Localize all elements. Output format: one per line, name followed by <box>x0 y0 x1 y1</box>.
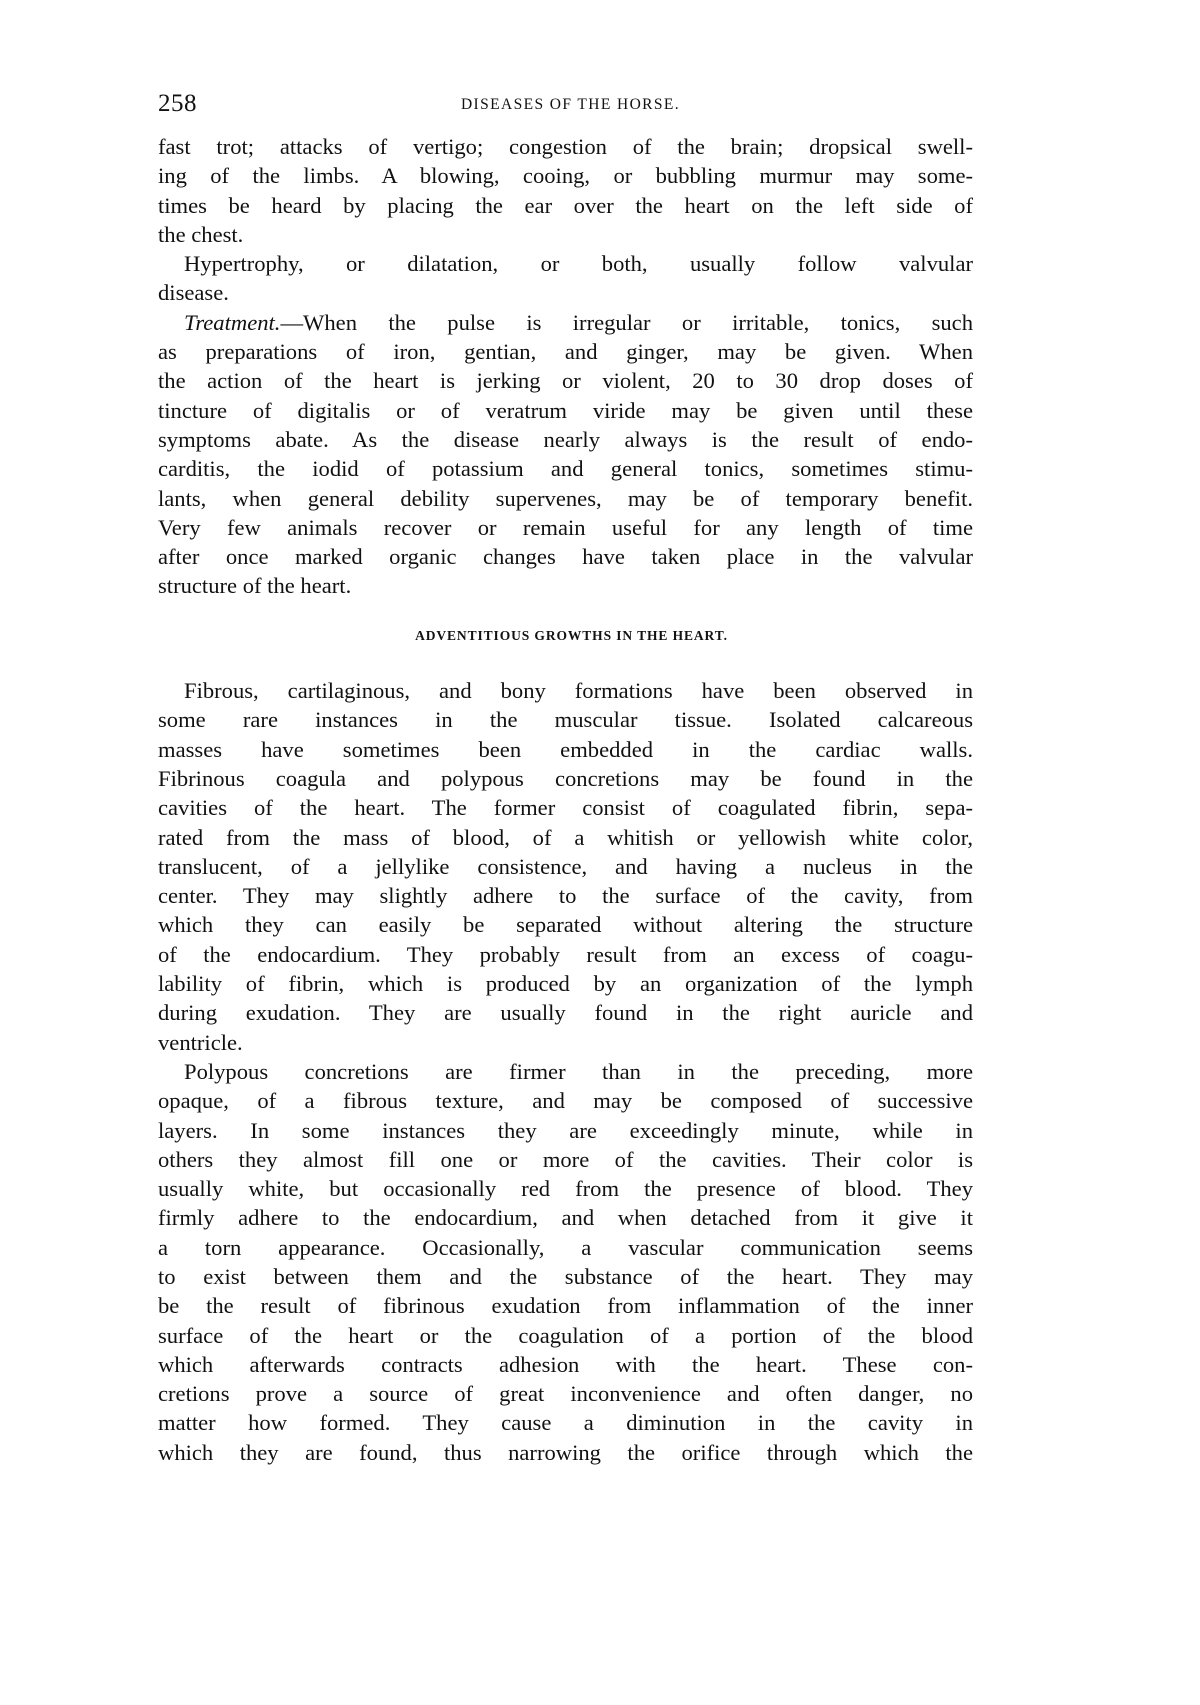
paragraph-polypous-concretions <box>158 1057 973 1467</box>
text-line: surface of the heart or the coagulation of a portion of the blood <box>158 1322 973 1348</box>
paragraph-fibrous-formations <box>158 676 973 1057</box>
text-line: to exist between them and the substance of the heart. They may <box>158 1263 973 1289</box>
body-text <box>158 132 973 1467</box>
text-line: times be heard by placing the ear over the heart on the left side of <box>158 192 973 218</box>
text-line: opaque, of a fibrous texture, and may be composed of successive <box>158 1088 973 1114</box>
page-number: 258 <box>158 90 197 117</box>
text-line: during exudation. They are usually found in the right auricle and <box>158 1000 973 1026</box>
text-line: Fibrinous coagula and polypous concretions may be found in the <box>158 765 973 791</box>
text-line: Hypertrophy, or dilatation, or both, usually follow valvular <box>184 251 973 277</box>
text-line: masses have sometimes been embedded in the cardiac walls. <box>158 736 973 762</box>
paragraph-treatment <box>158 308 973 601</box>
text-line: lability of fibrin, which is produced by an organization of the lymph <box>158 971 973 997</box>
text-line: matter how formed. They cause a diminution in the cavity in <box>158 1410 973 1436</box>
text-line: carditis, the iodid of potassium and general tonics, sometimes stimu- <box>158 456 973 482</box>
text-line: the action of the heart is jerking or violent, 20 to 30 drop doses of <box>158 368 973 394</box>
treatment-lead: Treatment. <box>184 309 281 335</box>
text-line: ventricle. <box>158 1029 243 1055</box>
paragraph-symptoms-continued <box>158 132 973 249</box>
text-line: center. They may slightly adhere to the surface of the cavity, from <box>158 883 973 909</box>
text-line: layers. In some instances they are exceedingly minute, while in <box>158 1117 973 1143</box>
text-line: Polypous concretions are firmer than in the preceding, more <box>184 1058 973 1084</box>
text-line: ing of the limbs. A blowing, cooing, or bubbling murmur may some- <box>158 163 973 189</box>
text-line: which they are found, thus narrowing the orifice through which the <box>158 1439 973 1465</box>
text-line: which afterwards contracts adhesion with the heart. These con- <box>158 1351 973 1377</box>
text-line: structure of the heart. <box>158 573 352 599</box>
book-page <box>158 88 973 1467</box>
text-line: firmly adhere to the endocardium, and when detached from it give it <box>158 1205 973 1231</box>
treatment-first-line: —When the pulse is irregular or irritable, tonics, such <box>280 309 973 335</box>
text-line: a torn appearance. Occasionally, a vascular communication seems <box>158 1234 973 1260</box>
text-line: the chest. <box>158 221 244 247</box>
text-line: after once marked organic changes have taken place in the valvular <box>158 544 973 570</box>
text-line: others they almost fill one or more of the cavities. Their color is <box>158 1146 973 1172</box>
text-line: of the endocardium. They probably result from an excess of coagu- <box>158 941 973 967</box>
text-line: lants, when general debility supervenes, may be of temporary benefit. <box>158 485 973 511</box>
text-line: translucent, of a jellylike consistence, and having a nucleus in the <box>158 853 973 879</box>
paragraph-hypertrophy <box>158 249 973 308</box>
running-title: DISEASES OF THE HORSE. <box>460 96 681 113</box>
text-line: usually white, but occasionally red from the presence of blood. They <box>158 1176 973 1202</box>
text-line: Fibrous, cartilaginous, and bony formations have been observed in <box>184 678 973 704</box>
text-line: as preparations of iron, gentian, and ginger, may be given. When <box>158 339 973 365</box>
text-line: fast trot; attacks of vertigo; congestion of the brain; dropsical swell- <box>158 134 973 159</box>
text-line: disease. <box>158 280 229 306</box>
text-line <box>158 308 973 337</box>
text-line: rated from the mass of blood, of a whitish or yellowish white color, <box>158 824 973 850</box>
text-line: cretions prove a source of great inconvenience and often danger, no <box>158 1381 973 1407</box>
text-line: some rare instances in the muscular tissue. Isolated calcareous <box>158 707 973 733</box>
text-line: which they can easily be separated without altering the structure <box>158 912 973 938</box>
text-line: symptoms abate. As the disease nearly always is the result of endo- <box>158 426 973 452</box>
section-heading: ADVENTITIOUS GROWTHS IN THE HEART. <box>415 627 728 643</box>
text-line: tincture of digitalis or of veratrum viride may be given until these <box>158 397 973 423</box>
running-head <box>158 88 973 128</box>
text-line: Very few animals recover or remain useful for any length of time <box>158 514 973 540</box>
text-line: be the result of fibrinous exudation from inflammation of the inner <box>158 1293 973 1319</box>
text-line: cavities of the heart. The former consist of coagulated fibrin, sepa- <box>158 795 973 821</box>
